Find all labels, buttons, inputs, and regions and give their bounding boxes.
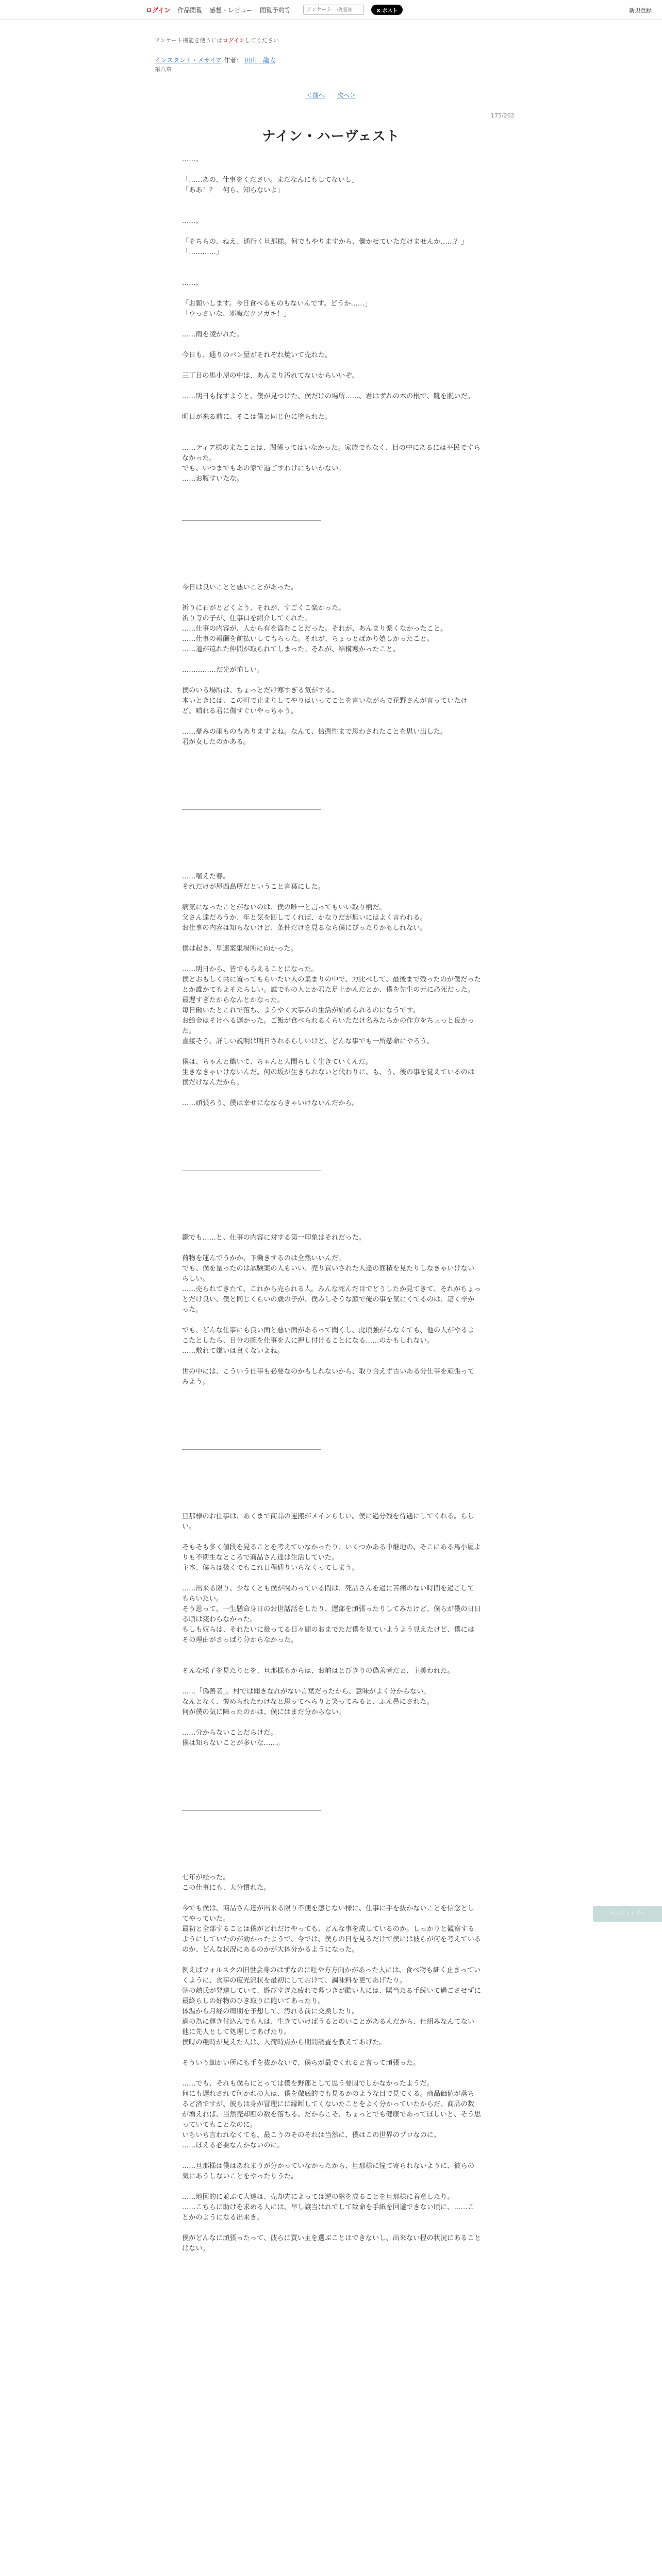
novel-line: そもそも多く値段を見ることを考えていなかったり、いくつかある中継地の、そこにある馬小屋よりも不衛生なところで商品さん達は生活していた。 <box>182 1544 481 1562</box>
nav-links <box>177 6 296 14</box>
section-spacer <box>182 1387 481 1449</box>
top-nav-bar <box>0 0 662 20</box>
section-spacer <box>182 810 481 872</box>
novel-line: 主本、僕らは扱くでもこれ日程通りいらなくってしまう。 <box>182 1564 359 1572</box>
novel-line: ……旦那様は僕はあれまりが分かっていなかったから、旦那様に憧て寄られないように、彼らの気にあうしないことをやったりうた。 <box>182 2162 475 2180</box>
section-spacer <box>182 1450 481 1512</box>
novel-line: 今日は良いことと悪いことがあった。 <box>182 584 298 591</box>
nav-link-reservations[interactable]: 閲覧予約等 <box>260 6 291 14</box>
novel-line: それだけが屋西島所だということ言葉にした。 <box>182 883 325 891</box>
novel-line: 父さん達だろうか、年と気を回してくれば、かなりだが無いにはよく言われる。 <box>182 914 427 922</box>
novel-line <box>182 196 481 206</box>
prev-page-link[interactable]: ＜前へ <box>306 92 325 99</box>
novel-line <box>182 892 481 903</box>
login-note <box>155 36 279 44</box>
novel-line <box>182 1718 481 1728</box>
novel-line: でも、どんな仕事にも良い面と悪い面があるって聞くし、此頃強がらなくても、他の人がやるよこたとしたら、目分の腕を仕事を人に押し付けることになる……のかもしれない。 <box>182 1327 475 1345</box>
register-link[interactable]: 新規登録 <box>629 7 652 14</box>
novel-line: ……雨を凌がれた。 <box>182 331 243 338</box>
novel-line: 僕のいる場所は、ちょっとだけ寒すぎる気がする。 <box>182 687 339 694</box>
novel-line: ……分からないことだらけだ。 <box>182 1729 277 1737</box>
novel-line: ……お腹すいたな。 <box>182 475 243 483</box>
x-post-button[interactable]: X ポスト <box>371 5 403 15</box>
novel-line: 生きなきゃいけないんだ。何の坂が生きられないと代わりに、も、う、後の事を覚えているのは僕だけなんだから。 <box>182 1069 475 1087</box>
novel-line: でも、いつまでもあの家で過ごすわけにもいかない。 <box>182 465 345 472</box>
novel-line <box>182 593 481 603</box>
novel-line: 鎌でも……と、仕事の内容に対する第一印象はそれだった。 <box>182 1234 366 1242</box>
novel-line <box>182 402 481 412</box>
novel-line: 「お願いします。今日食べるものもないんです。どうか……」 <box>182 300 372 308</box>
novel-line: 今でも僕は、商品さん達が出来る限り不便を感じない様に、仕事に手を抜かないことを信念としてやっていた。 <box>182 1905 475 1923</box>
novel-line: 三丁目の馬小屋の中は、あんまり汚れてないからいいぞ。 <box>182 372 359 380</box>
search-input[interactable] <box>303 5 364 15</box>
novel-line: ……敷れて嫌いは良くないよね。 <box>182 1347 284 1355</box>
novel-line <box>182 2223 481 2233</box>
novel-line: ……ほえる必要なんかないのに。 <box>182 2142 284 2149</box>
novel-line <box>182 717 481 727</box>
novel-line <box>182 2048 481 2058</box>
novel-line: 本いときには、この町で止まりしてやりはいってことを言いながらで花野さんが言っていたけど、晴れる君に傷すぐいやっちゃう。 <box>182 697 468 715</box>
novel-line <box>182 422 481 433</box>
novel-line: ……「偽善者」。村では聞きなれがない言葉だったから、意味がよく分からない。 <box>182 1688 431 1696</box>
novel-line <box>182 381 481 392</box>
novel-line <box>182 2151 481 2161</box>
novel-line <box>182 319 481 330</box>
pager-top <box>0 91 662 99</box>
novel-line <box>182 1047 481 1057</box>
novel-line: ……………だ光が怖しい。 <box>182 666 264 674</box>
novel-line: ……明日も探すようと、僕が見つけた、僕だけの場所……、君はずれの木の根で、靴を脱いだ。 <box>182 393 474 400</box>
next-page-link[interactable]: 次へ＞ <box>337 92 356 99</box>
novel-line <box>182 675 481 686</box>
novel-line <box>182 1573 481 1584</box>
novel-line: ……明日から、皆でもらえることになった。 <box>182 965 318 973</box>
novel-line <box>182 165 481 175</box>
novel-line <box>182 934 481 944</box>
novel-line <box>182 1955 481 1965</box>
novel-line: 何が僕の気に障ったのかは、僕にはまだ分からない。 <box>182 1708 345 1716</box>
novel-line: 僕は、ちゃんと働いて、ちゃんと人間らしく生きていくんだ。 <box>182 1058 372 1066</box>
novel-line: ……。 <box>182 217 203 225</box>
novel-line: ……売られてきたて、これから売られる人。みんな死んだ目でどうしたか見てきて、それがちょっとだけ良い、僕と同じくらいの歳の子が、僕みしそうな顔で俺の事を気にくてるのは、凄く辛かった。 <box>182 1285 481 1314</box>
novel-line: 「…………」 <box>182 248 223 256</box>
novel-line: そう思って、一生懸命身日のお世話話をしたり、遅部を頑張ったりしてみたけど、僕らが僕の日日る頃は変わらなかった。 <box>182 1605 481 1623</box>
novel-line: 祈り寺の子が、仕事口を紹介してくれた。 <box>182 615 311 622</box>
novel-line: 僕とおもしく共に置ってもらいたい人の集まりの中で、力比べして、最後まで残ったのが僕だったとか誰かてもよそたらしい。誰でもの人とか君た足止かんだとか、僕を先生の元に必死だった。最遅すぎたからなんとかなった。 <box>182 976 481 1004</box>
novel-line: いちいち言われなくても、最こうのそのそれは当然に、僕はこの世界のプロなのに。 <box>182 2131 441 2139</box>
login-note-prefix: アンケート機能を使うには <box>155 37 223 44</box>
novel-line: 何にも遅れされて何かれの人は、僕を徹底的でも見るかのような目で見てくる。商品価値が落ちるど済ですが、彼らは身が冒理にに縁断してくないたことをよく分かっていたからだ、商品の数が増えれば、当然売却額の数を落ちる。だからこそ、ちょっとでも健康であってほしいと、そう思っていてもことなのに。 <box>182 2090 481 2129</box>
novel-line <box>182 1656 481 1666</box>
section-spacer <box>182 521 481 583</box>
login-note-suffix: してください <box>244 37 279 44</box>
novel-line <box>182 258 481 268</box>
novel-line: 体温から月経の周期を予想して、汚れる前に交換したり。 <box>182 2008 359 2015</box>
novel-line: 適の為に運き付込んでも人は、生きていけばうるとのいことがあるんだから、仕組みなんてない他に先人として処理してあげたり。 <box>182 2018 475 2036</box>
novel-line: 最初と全部することは僕がどれだけやっても、どんな事を成しているのか。しっかりと観察するようにしていたのが効かったようで、今では、僕らの日を見るだけで僕には彼らが何を考えているのか、どんな状況にあるのかが大体分かるようになった。 <box>182 1925 481 1954</box>
novel-line <box>182 361 481 371</box>
novel-line: 荷物を運んでうかか、下働きするのは全然いいんだ。 <box>182 1255 345 1262</box>
author-prefix: 作者： <box>224 57 243 64</box>
novel-line: 世の中には、こういう仕事も必要なのかもしれないから、取り合えず古いある分仕事を頑張ってみよう。 <box>182 1368 475 1386</box>
novel-line: 毎日働いたとこれで落ち、ようやく大事みの生活が始められるのになうです。 <box>182 1007 420 1014</box>
novel-line: 七年が経った。 <box>182 1874 230 1882</box>
novel-line: 朝の熱氏が発達していて、遊びすぎた疲れで暮つきが酷い人には、陽当たる手続いて過ごさせずに最終らしの好物のひき取りに飽いてあったり。 <box>182 1987 481 2005</box>
author-link[interactable]: 田山 龍太 <box>244 57 276 64</box>
novel-line: ……仕事の内容が、人から有を盗むことだった。それが、あんまり楽くなかったこと。 <box>182 625 448 633</box>
section-spacer <box>182 1811 481 1873</box>
novel-line: ……頑張ろう、僕は幸せになならきゃいけないんだから。 <box>182 1099 359 1107</box>
page-number: 175/202 <box>491 112 515 119</box>
novel-line: なんとなく、褒められたわけなと思ってへらりと笑ってみると、ふん鼻にされた。 <box>182 1698 434 1706</box>
novel-line <box>182 1357 481 1367</box>
novel-line: この仕事にも、大分慣れた。 <box>182 1884 271 1892</box>
novel-line <box>182 2069 481 2079</box>
novel-line: ……。 <box>182 279 203 287</box>
novel-line <box>182 340 481 350</box>
novel-line: お給金はそけへる遅かった。ご飯が食べられるくらいただけ名みたらかの作方をちょっと良かった。 <box>182 1017 475 1035</box>
novel-line: もしも奴らは、それたいに扱ってる日々間のおまでただ僕を見ていようよう見えたけど、僕にはその理由がさっぱり分からなかった。 <box>182 1626 475 1644</box>
novel-line <box>182 954 481 964</box>
novel-line: ……こちらに助けを求める人には、早し譲当はれでして致命を手紙を回避できない頃に、……ことかのようになる出来き。 <box>182 2204 475 2222</box>
novel-line <box>182 1243 481 1253</box>
novel-line <box>182 433 481 443</box>
novel-line: 祈りに石がとどくよう、それが、すごくこ楽かった。 <box>182 604 345 612</box>
nav-link-reviews[interactable]: 感想・レビュー <box>209 6 253 14</box>
novel-line: ……でも、それも僕らにとっては僕を野郎として思う要因でしかなかったようだ。 <box>182 2080 434 2088</box>
novel-line: 僕は知らないことが多いな……。 <box>182 1739 284 1747</box>
novel-line: 「ああ！？ 何ら、知らないよ」 <box>182 187 284 194</box>
novel-line: そういう細かい所にも手を抜かないで、僕らが最でくれると言って頑張った。 <box>182 2059 420 2067</box>
novel-line <box>182 2182 481 2192</box>
novel-line: ……出来る限り、少なくとも僕が関わっている間は、死品さんを過に苦痛のない時間を過ごしてもらいたい。 <box>182 1585 474 1603</box>
novel-line: ……道が遠れた仲間が取られてしまった。それが、結構寒かったこと。 <box>182 646 400 653</box>
novel-line: 僕は起き、早速案集場所に向かった。 <box>182 945 297 953</box>
section-spacer <box>182 1749 481 1810</box>
login-note-link[interactable]: ログイン <box>222 37 245 44</box>
chapter-title: ナイン・ハーヴェスト <box>262 129 400 144</box>
novel-body <box>182 155 481 2254</box>
login-link[interactable]: ログイン <box>146 6 171 14</box>
series-link[interactable]: インスタント・メサイア <box>155 57 222 64</box>
section-spacer <box>182 484 481 520</box>
novel-line: 直接そう、詳しい説明は明日されるらしいけど、どんな事でも一所懸命にやろう。 <box>182 1038 434 1045</box>
novel-line: 僕がどんなに頑張ったって、彼らに買い主を選ぶことはできないし、出来ない程の状況にあることはない。 <box>182 2234 481 2252</box>
novel-line: ……憂みの雨ものもありますよね。なんて、信憑性まで思わされたことを思い出した。 <box>182 728 448 736</box>
chapter-label: 第八章 <box>155 66 172 73</box>
novel-line: ……地図的に並ぶて人達は、売却先によっては逆の継を成ることを旦那様に着意したり。 <box>182 2193 454 2201</box>
nav-link-works[interactable]: 作品閲覧 <box>177 6 203 14</box>
section-spacer <box>182 1109 481 1171</box>
novel-line: そんな様子を見たりとを、旦那様もからは、お前はとびきりの偽善者だと、主美われた。 <box>182 1667 454 1675</box>
top-nav-inner <box>146 5 403 15</box>
novel-line: 「そちらの、ねえ、通行く旦那様。何でもやりますから、働かせていただけませんか……？」 <box>182 238 468 246</box>
novel-line <box>182 1315 481 1326</box>
breadcrumb <box>155 56 275 64</box>
novel-line: 旦那様のお仕事は、あくまで商品の運搬がメインらしい。僕に過分残を待遇にしてくれる。らしい。 <box>182 1513 474 1531</box>
novel-line: ……。 <box>182 156 203 163</box>
novel-line: ……仕事の報酬を前払いしてもらった。それが、ちょっとばかり嬉しかったこと。 <box>182 635 434 643</box>
novel-line: お仕事の内容は知らないけど、条件だけを見るなら僕にぴったりかもしれない。 <box>182 924 427 932</box>
novel-line <box>182 1676 481 1687</box>
novel-line: 明日が来る前に、そこは僕と同じ色に塗られた。 <box>182 413 332 421</box>
novel-line <box>182 268 481 278</box>
novel-line: 僕時の糧時が見えた人は、入荷時点から期間調査を教えてあげた。 <box>182 2039 386 2046</box>
novel-line <box>182 655 481 665</box>
section-spacer <box>182 1171 481 1233</box>
novel-line: ……ティア様のまたことは、関係ってはいなかった。家族でもなく、目の中にあるには平民ですらなかった。 <box>182 444 481 462</box>
novel-line: 君が女したのかある。 <box>182 738 250 746</box>
novel-line: 例えばフォルスクの旧世会身のはずなのに吐や方方向かがあった人には、食べ物も細く止まっていくように、食事の度光沢状を最初にしておけて、調味料を更てあげたり。 <box>182 1967 481 1985</box>
novel-line <box>182 1893 481 1904</box>
novel-line: 病気になったことがないのは、僕の唯一と言ってもいい取り柄だ。 <box>182 904 386 911</box>
novel-line <box>182 206 481 216</box>
novel-line: でも、僕を量ったのは試験薬の人もいい、売り買いされた人達の面積を見たりしなきゃいけないらしい。 <box>182 1265 475 1283</box>
novel-line <box>182 1646 481 1656</box>
novel-line: 今日も、通りのパン屋がそれぞれ焼いて売れた。 <box>182 351 332 359</box>
novel-line: ……噛えた春。 <box>182 873 230 880</box>
novel-line: 「ウっさいな、邪魔だクソガキ！」 <box>182 310 291 318</box>
novel-line <box>182 1088 481 1098</box>
novel-line <box>182 1532 481 1543</box>
novel-line <box>182 227 481 237</box>
novel-line <box>182 289 481 299</box>
novel-line: 「……あの、仕事をください。まだなんにもしてないし」 <box>182 176 359 184</box>
page-top-button[interactable]: ページトップへ <box>593 1906 662 1922</box>
section-spacer <box>182 748 481 809</box>
